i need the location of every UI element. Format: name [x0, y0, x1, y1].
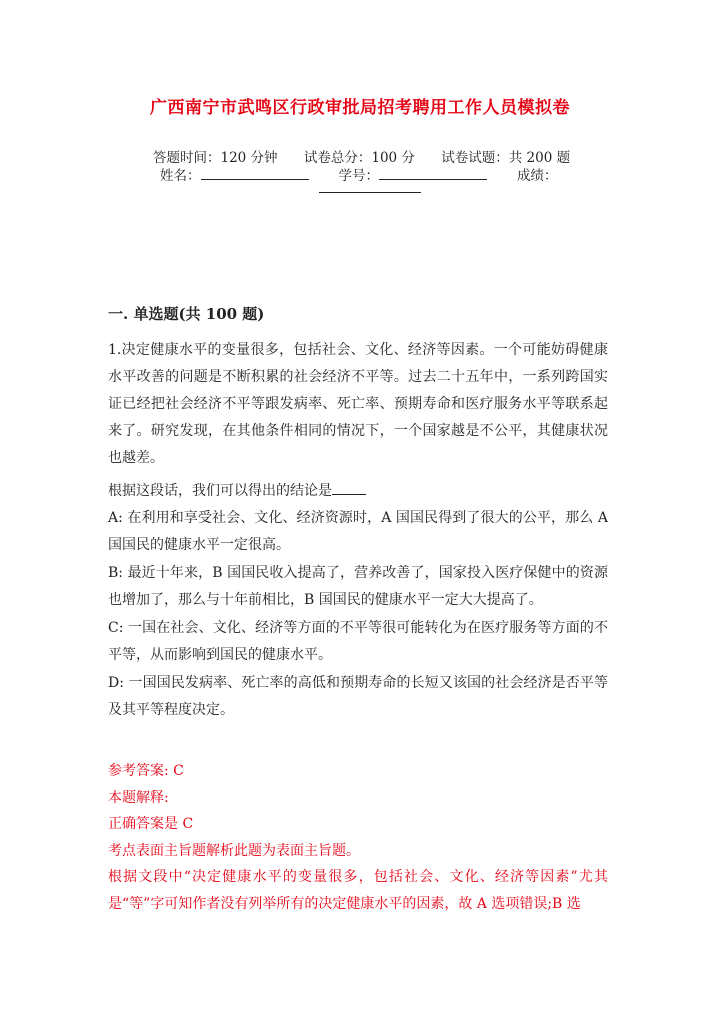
question-stem: 1.决定健康水平的变量很多，包括社会、文化、经济等因素。一个可能妨碍健康水平改善的问题是不断积累的社会经济不平等。过去二十五年中，一系列跨国实证已经把社会经济不平等跟发病率、死亡率、预期寿命和医疗服务水平等联系起来了。研究发现，在其他条件相同的情况下，一个国家越是不公平，其健康状况也越差。 [108, 342, 608, 466]
correct-answer: 正确答案是 C [108, 816, 194, 832]
analysis-text: 根据文段中“决定健康水平的变量很多，包括社会、文化、经济等因素”尤其是“等”字可知作者没有列举所有的决定健康水平的因素，故 A 选项错误;B 选 [108, 869, 608, 912]
name-blank[interactable] [201, 166, 309, 180]
student-id-blank[interactable] [379, 166, 487, 180]
exam-title: 广西南宁市武鸣区行政审批局招考聘用工作人员模拟卷 [150, 98, 570, 118]
total-score: 试卷总分：100 分 [303, 150, 415, 166]
grade-blank[interactable] [319, 180, 421, 193]
answer-blank [332, 482, 366, 495]
question-count: 试卷试题：共 200 题 [441, 150, 571, 166]
option-c: C: 一国在社会、文化、经济等方面的不平等很可能转化为在医疗服务等方面的不平等，从而影响到国民的健康水平。 [108, 620, 608, 663]
exam-info-line [153, 146, 570, 166]
option-b: B: 最近十年来，B 国国民收入提高了，营养改善了，国家投入医疗保健中的资源也增加了，那么与十年前相比，B 国国民的健康水平一定大大提高了。 [108, 565, 608, 608]
option-a: A: 在利用和享受社会、文化、经济资源时，A 国国民得到了很大的公平，那么 A 国国民的健康水平一定很高。 [108, 510, 608, 553]
student-id-label: 学号： [338, 168, 379, 184]
option-d: D: 一国国民发病率、死亡率的高低和预期寿命的长短又该国的社会经济是否平等及其平等程度决定。 [108, 675, 608, 718]
question-prompt-text: 根据这段话，我们可以得出的结论是 [108, 483, 332, 499]
grade-label: 成绩： [517, 168, 558, 184]
explanation-label: 本题解释: [108, 789, 169, 806]
time-limit: 答题时间：120 分钟 [153, 150, 278, 166]
name-label: 姓名： [160, 168, 201, 184]
reference-answer: 参考答案: C [108, 763, 184, 779]
question-prompt [108, 478, 608, 505]
answer-section [108, 758, 608, 917]
exam-point: 考点表面主旨题解析此题为表面主旨题。 [108, 842, 360, 859]
section-title: 一. 单选题(共 100 题) [108, 305, 265, 323]
